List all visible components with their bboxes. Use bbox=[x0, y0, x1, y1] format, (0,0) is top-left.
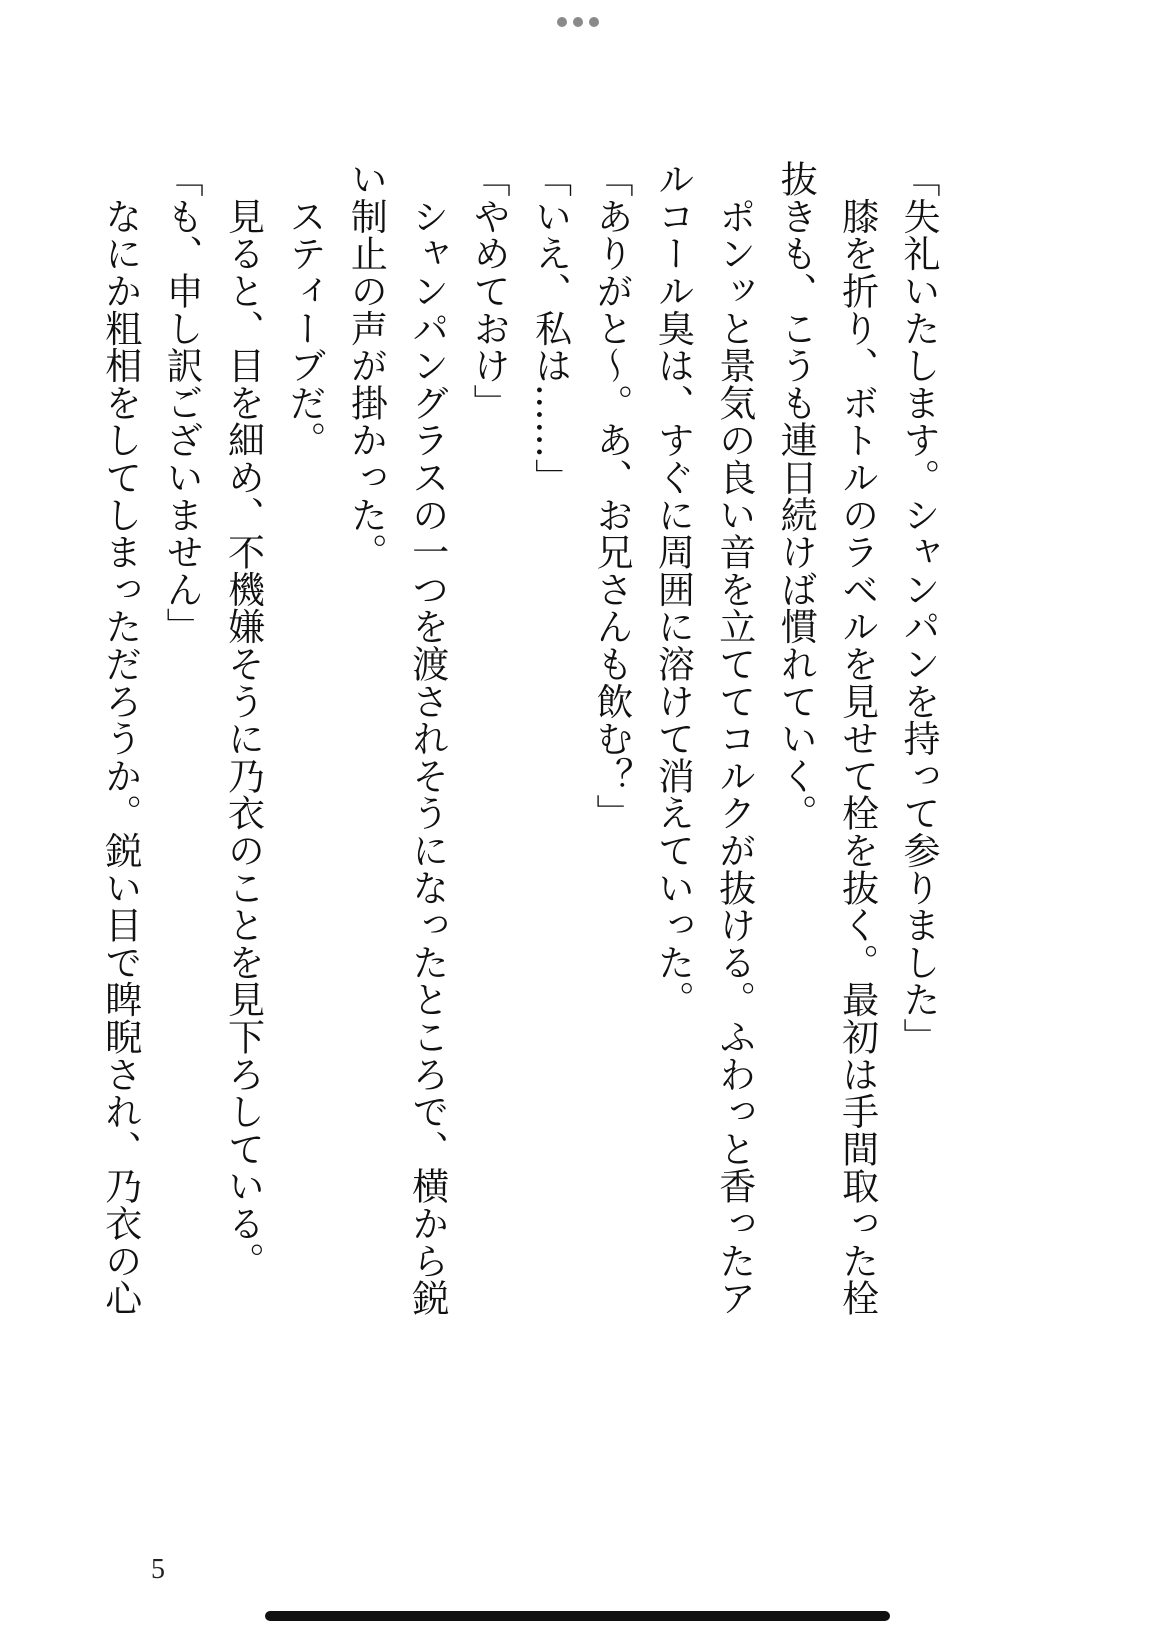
text-line: い制止の声が掛かった。 bbox=[344, 160, 388, 571]
text-line: 「ありがと～。あ、お兄さんも飲む？」 bbox=[589, 160, 633, 832]
dot bbox=[573, 17, 583, 27]
text-line: シャンパングラスの一つを渡されそうになったところで、横から鋭 bbox=[405, 160, 449, 1317]
more-options-icon[interactable] bbox=[557, 17, 599, 27]
vertical-text-body bbox=[89, 160, 949, 1490]
home-indicator[interactable] bbox=[265, 1611, 890, 1621]
page-number: 5 bbox=[151, 1554, 165, 1585]
text-line: 「失礼いたします。シャンパンを持って参りました」 bbox=[897, 160, 940, 1056]
text-line: ポンッと景気の良い音を立ててコルクが抜ける。ふわっと香ったア bbox=[712, 160, 756, 1317]
text-line: なにか粗相をしてしまっただろうか。鋭い目で睥睨され、乃衣の心 bbox=[98, 160, 142, 1317]
dot bbox=[589, 17, 599, 27]
text-line: ルコール臭は、すぐに周囲に溶けて消えていった。 bbox=[651, 160, 695, 1018]
text-line: 見ると、目を細め、不機嫌そうに乃衣のことを見下ろしている。 bbox=[221, 160, 265, 1279]
text-line: 「も、申し訳ございません」 bbox=[160, 160, 204, 645]
dot bbox=[557, 17, 567, 27]
text-line: 膝を折り、ボトルのラベルを見せて栓を抜く。最初は手間取った栓 bbox=[835, 160, 879, 1317]
text-line: 「いえ、私は……」 bbox=[528, 160, 572, 496]
text-line: 抜きも、こうも連日続けば慣れていく。 bbox=[774, 160, 818, 832]
text-line: スティーブだ。 bbox=[282, 160, 326, 459]
text-line: 「やめておけ」 bbox=[467, 160, 511, 422]
